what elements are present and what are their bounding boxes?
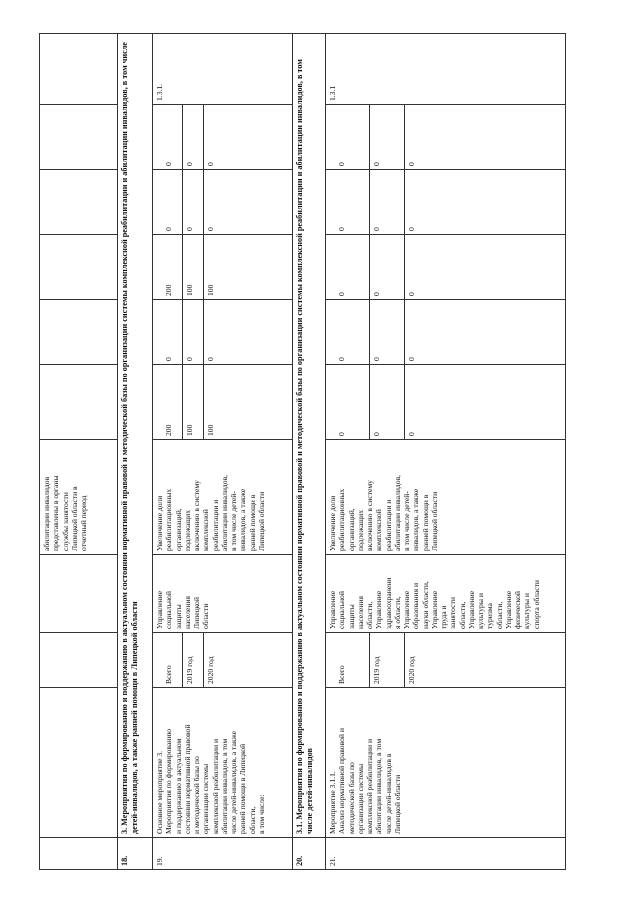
program-table (39, 33, 566, 870)
row-number: 21. (326, 838, 566, 870)
value: 0 (183, 105, 204, 169)
value: 0 (162, 170, 183, 234)
value: 0 (370, 170, 405, 234)
measure-name: Мероприятие 3.1.1. Анализ нормативной правовой и методической базы по организации системы комплексной реабилитации и абилитации инвалидов, в том числе детей-инвалидов в Липецкой области (326, 688, 566, 838)
section-title: 3.1. Мероприятия по формированию и поддержанию в актуальном состоянии нормативной правовой и методической базы по организации системы комплексной реабилитации и абилитации инвалидов, в том числе детей-инвалидов (293, 34, 326, 838)
year-label: 2020 год (206, 656, 216, 684)
total-values (326, 365, 566, 440)
regional-values (326, 235, 566, 300)
municipal-values (326, 170, 566, 235)
year-label: Всего (162, 633, 183, 687)
indicator: Увеличение доли реабилитационных организаций, подлежащих включению в систему комплексной реабилитации и абилитации инвалидов, в том числе детей- инвалидов, а также ранней помощи в Липецкой области (153, 440, 293, 555)
value-cell (40, 300, 118, 365)
value: 100 (183, 365, 204, 439)
indicator-code: 1.3.1. (153, 34, 293, 105)
value: 0 (335, 300, 370, 364)
year-label: 2020 год (407, 656, 417, 684)
table-row (153, 34, 293, 870)
value: 0 (162, 105, 183, 169)
value: 200 (162, 235, 183, 299)
value: 0 (335, 105, 370, 169)
value: 100 (206, 424, 216, 436)
section-row (293, 34, 326, 870)
value: 0 (162, 300, 183, 364)
year-label: 2019 год (183, 633, 204, 687)
value: 0 (206, 357, 216, 361)
value-cell (40, 365, 118, 440)
row-number: 18. (118, 838, 153, 870)
years-cell (326, 633, 566, 688)
table-row (326, 34, 566, 870)
num-cell (40, 838, 118, 870)
value: 200 (162, 365, 183, 439)
executor: Управление социальной защиты населения Липецкой области (153, 555, 293, 633)
value-cell (40, 170, 118, 235)
value: 0 (407, 227, 417, 231)
value: 0 (407, 292, 417, 296)
total-values (153, 365, 293, 440)
municipal-values (153, 170, 293, 235)
section-title: 3. Мероприятия по формированию и поддержанию в актуальном состоянии нормативной правовой и методической базы по организации системы комплексной реабилитации и абилитации инвалидов, в том числе детей-инвалидов, а также ранней помощи в Липецкой области (118, 34, 153, 838)
value: 0 (335, 170, 370, 234)
row-number: 19. (153, 838, 293, 870)
table-row (40, 34, 118, 870)
value: 100 (183, 235, 204, 299)
value-cell (40, 105, 118, 170)
executor: Управление социальной защиты населения области, Управление здравоохранени я области, Управление образования и науки области, Управление труда и занятости области, Управление культуры и туризма области, Управление физической культуры и спорта области (326, 555, 566, 633)
section-row (118, 34, 153, 870)
indicator-code: 1.3.1 (326, 34, 566, 105)
value: 0 (370, 365, 405, 439)
value: 0 (183, 300, 204, 364)
value: 100 (206, 284, 216, 296)
value: 0 (407, 357, 417, 361)
year-label: Всего (335, 633, 370, 687)
measure-name: Основное мероприятие 3. Мероприятия по формированию и поддержанию в актуальном состоянии нормативной правовой и методической базы по организации системы комплексной реабилитации и абилитации инвалидов, в том числе детей-инвалидов, а также ранней помощи в Липецкой области, в том числе: (153, 688, 293, 838)
value: 0 (407, 162, 417, 166)
other-values (153, 105, 293, 170)
value: 0 (335, 365, 370, 439)
value: 0 (407, 432, 417, 436)
value: 0 (206, 162, 216, 166)
name-cell (40, 688, 118, 838)
code-cell (40, 34, 118, 105)
row-number: 20. (293, 838, 326, 870)
value: 0 (370, 105, 405, 169)
federal-values (153, 300, 293, 365)
executor-cell (40, 555, 118, 633)
value: 0 (206, 227, 216, 231)
rotated-document-page (39, 34, 609, 870)
years-cell (153, 633, 293, 688)
indicator: Увеличение доли реабилитационных организаций, подлежащих включению в систему комплексной реабилитации и абилитации инвалидов, в том числе детей- инвалидов, а также ранней помощи в Липецкой области (326, 440, 566, 555)
federal-values (326, 300, 566, 365)
other-values (326, 105, 566, 170)
value-cell (40, 235, 118, 300)
value: 0 (335, 235, 370, 299)
value: 0 (183, 170, 204, 234)
regional-values (153, 235, 293, 300)
year-cell (40, 633, 118, 688)
value: 0 (370, 300, 405, 364)
year-label: 2019 год (370, 633, 405, 687)
value: 0 (370, 235, 405, 299)
indicator-cell: абилитации инвалидов представлены в органы службы занятости Липецкой области в отчетный период (40, 440, 118, 555)
